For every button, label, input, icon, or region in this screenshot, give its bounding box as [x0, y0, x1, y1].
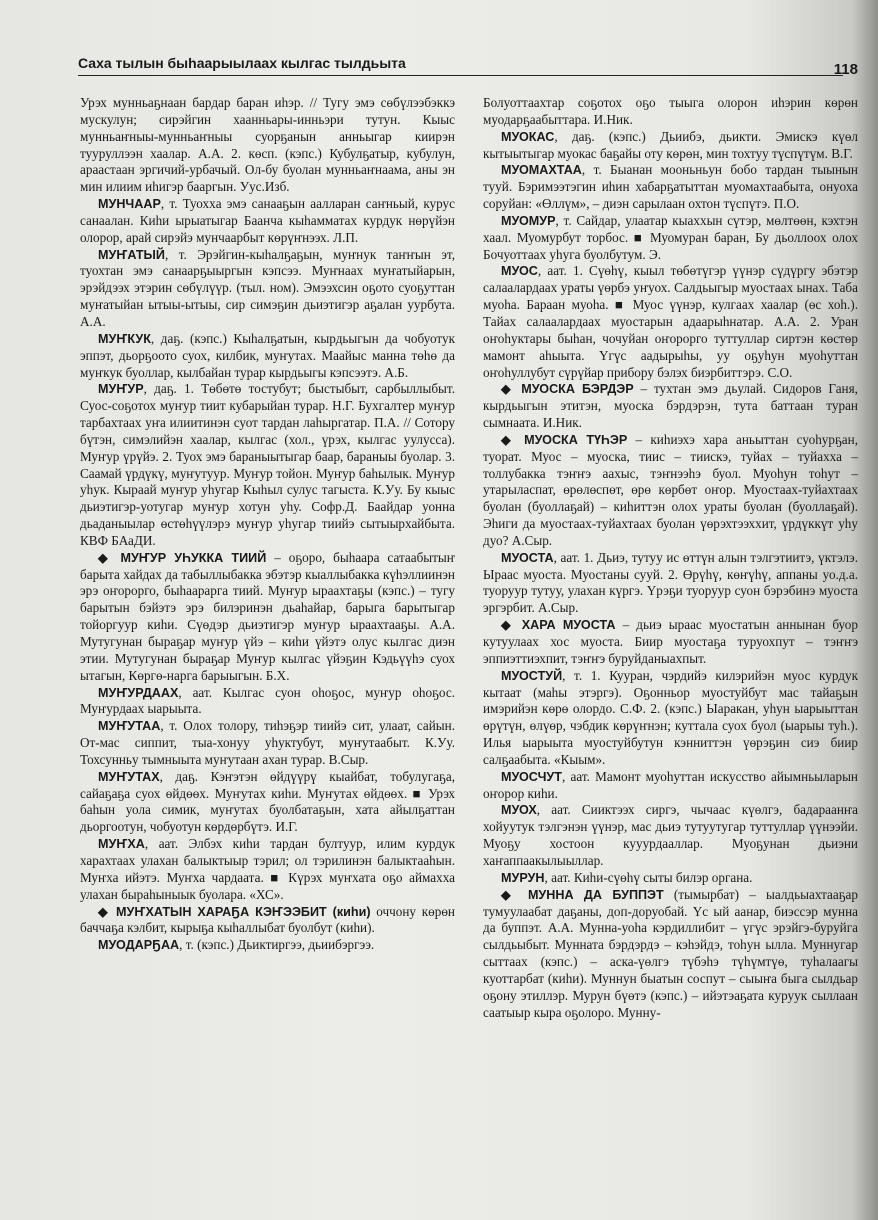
entry-headword: ◆ МУОСКА БЭРДЭР — [501, 382, 634, 397]
entry-paragraph — [483, 617, 858, 668]
entry-paragraph — [80, 836, 455, 903]
entry-paragraph — [483, 213, 858, 264]
entry-text: , т. 1. Кууран, чэрдийэ килэрийэн муос курдук кытаат (маһы этэргэ). Оҕонньор муостуйбут мас тайаҕын имэрийэн көрө олордо. С.Ф. 2. (кэпс.) Ыаракан, уһун ыарыыттан өрүтүн, өлүөр, чэбдик көрүҥнэн; куттала суох буол (ыарыы туһ.). Илья ыарыыта муостуйбутун кэнниттэн үөрэҕин сиэ биир салҕаабыта. «Кыым». — [483, 667, 858, 767]
entry-headword: МУҤХА — [98, 837, 145, 852]
entry-paragraph — [80, 331, 455, 382]
entry-paragraph — [483, 129, 858, 163]
entry-headword: МУҤУТАХ — [98, 769, 160, 784]
entry-paragraph — [80, 904, 455, 938]
entry-text: , т. Эрэйгин-кыһалҕаҕын, муҥнук таҥҥын эт, туохтан эмэ санаарҕыыргын кэпсээ. Муҥнаах муҥатыйарын, эрэйдээх этэрин сөбүлүүр. (тыл. ном). Эмээхсин оҕото суоҕуттан муҥатыйан ытыы-ытыы, сир симэҕин дьиэтигэр аҕалан уурбута. А.А. — [80, 246, 455, 329]
running-header — [78, 55, 858, 77]
entry-paragraph — [483, 95, 858, 129]
entry-text: Болуоттаахтар соҕотох оҕо тыыга олорон иһэрин көрөн муодарҕаабыттара. И.Ник. — [483, 95, 858, 127]
entry-text: , даҕ. 1. Төбөтө тостубут; быстыбыт, сарбыллыбыт. Суос-соҕотох муҥур тиит кубарыйан турар. Н.Г. Бухгалтер муҥур тарбахтаах уҥа илиитинэн суот тардан лаһыргатар. П.А. // Сотору бүтэн, симэлийэн хаалар, кылгас (хол., үрэх, кылгас уулусса). Муҥур үрүйэ. 2. Туох эмэ бараныытыгар баар, бараныы буолар. 3. Саамай үрдүкү, муҥутуур. Муҥур тойон. Муҥур баһылык. Муҥур уһук. Кыраай муҥур уһугар Кыһыл сулус тагыста. К.Уу. Бу кыыс дьиэтигэр-уотугар муҥур хотун уһу. Софр.Д. Баайдар уонна дьаданыылар өстөһүүлэрэ муҥур уһугар тиийэ сытыырхайбыта. КВФ БАаДИ. — [80, 381, 455, 548]
entry-paragraph — [80, 247, 455, 331]
entry-headword: ◆ МУННА ДА БУППЭТ — [501, 887, 664, 902]
entry-paragraph — [483, 668, 858, 769]
entry-text: Урэх мунньаҕнаан бардар баран иһэр. // Тугу эмэ сөбүлээбэккэ мускулун; сирэйгин хаанньары-инньэри тутун. Кыыс мунньаҥныы-мунньаҥныы суорҕанын анньыгар киирэн тууруллээн хаалар. А.А. 2. көсп. (кэпс.) Кубулҕатыр, кубулун, араастаан эргичий-урбачый. Ол-бу буолан мунньаҥнаама, аны эн мин илиим иһигэр бааргын. Уус.Изб. — [80, 95, 455, 195]
entry-paragraph — [80, 381, 455, 549]
entry-headword: МУҤУТАА — [98, 719, 161, 734]
entry-text: , т. Сайдар, улаатар кыаххын сүтэр, мөлтөөн, кэхтэн хаал. Муомурбут торбос. ■ Муомуран баран, Бу дьоллоох олох Бочуоттаах уһуга буолбутум. Э. — [483, 212, 858, 262]
entry-headword: МУРУН — [501, 870, 545, 885]
entry-text: , аат. Кылгас суон оһоҕос, муҥур оһоҕос. Муҥурдаах ыарыыта. — [80, 684, 455, 717]
entry-text: – оҕоро, быһаара сатаабытыҥ барыта хайдах да табыллыбакка эбэтэр кыаллыбакка күһэллиинэн эрэ оҥорорго, быһаарарга тиий. Муҥур ыраахтаҕы (кэпс.) – тугу барытын бэйэтэ эрэ билэринэн дьаһайар, барыга барытыгар тойоргуур киһи. Сүөдэр дьиэтигэр муҥур ыраахтааҕы. А.А. Мутугунан быраҕар муҥур үйэ – киһи үйэтэ олус кылгас диэн этии. Мутугунан быраҕар Муҥур кылгас үйэҕин Кэдьүүһэ суох ытагын, Көргө-нарга барыыгын. Б.Х. — [80, 549, 455, 683]
entry-text: (тымырбат) – ыалдьыахтааҕар тумуулаабат даҕаны, доп-доруобай. Үс ый аанар, биэссэр мунна да буппэт. А.А. Мунна-уоһа кэрдиллибит – үгүс эрэйгэ-буруйга сылдьыбыт. Мунната бэрдэрдэ – кэһэйдэ, тоһун ылла. Муннугар сыттаах (кэпс.) – аска-үөлгэ түбэһэ түһүмтүө, туһалаагы куоттарбат (киһи). Муннун быатын соспут – сыыҥа быга сылдьар оҕону этиллэр. Мурун бүөтэ (кэпс.) – ийэтэаҕата куруук сыллаан саатыыр кыра оҕолоро. Мунну- — [483, 886, 858, 1020]
entry-paragraph — [80, 718, 455, 769]
entry-text: , аат. Сииктээх сиргэ, чычаас күөлгэ, бадараанҥа хойуутук тэлгэнэн үүнэр, мас дьиэ тутуутугар туттуллар үүнээйи. Муоҕу хостоон кууурдааллар. Муоҕунан дьиэни хаҥаппаакылыыллар. — [483, 802, 858, 868]
entry-headword: МУОХ — [501, 803, 537, 818]
entry-text: , аат. Мамонт муоһуттан искусство айымньыларын оҥорор киһи. — [483, 768, 858, 801]
entry-headword: МУОСТУЙ — [501, 668, 563, 683]
entry-paragraph — [483, 550, 858, 617]
page-number: 118 — [833, 61, 858, 78]
entry-text: , т. (кэпс.) Дьиктиргээ, дьиибэргээ. — [179, 937, 375, 953]
entry-text: , даҕ. (кэпс.) Кыһалҕатын, кырдьыгын да чобуотук эппэт, дьорҕоото суох, килбик, муҥутах. Маайыс манна төһө да муҥкук буоллар, кылбайан турар кырдьыгы кэпсээтэ. А.Б. — [80, 330, 455, 380]
entry-text: , аат. Киһи-сүөһү сыты билэр органа. — [544, 869, 753, 885]
entry-text: оччону көрөн баччаҕа кэлбит, кырыҕа кыһаллыбат буолбут (киһи). — [80, 903, 455, 936]
entry-paragraph — [483, 887, 858, 1022]
entry-headword: ◆ МУОСКА ТҮҺЭР — [501, 432, 628, 447]
entry-text: , т. Олох толору, тиһэҕэр тиийэ сит, улаат, сайын. От-мас сиппит, тыа-хонуу уһуктубут, муҥутаабыт. К.Уу. Тохсунньу тымныыта муҥутаан ахан турар. В.Сыр. — [80, 718, 455, 767]
entry-paragraph — [483, 162, 858, 213]
entry-headword: МУҤУР — [98, 382, 144, 397]
entry-headword: МУОСЧУТ — [501, 769, 562, 784]
header-rule — [78, 75, 843, 76]
entry-text: , даҕ. (кэпс.) Дьиибэ, дьикти. Эмискэ күөл кытыытыгар муокас баҕайы оту көрөн, мин тохтуу түспүтүм. В.Г. — [483, 128, 858, 161]
entry-text: , т. Туоххa эмэ санааҕын аалларан саҥньый, курус санаалан. Киһи ырыатыгар Баанча кыһамматах курдук нөрүйэн олорор, арай сирэйэ мунчаарбыт көрүҥнээх. Л.П. — [80, 196, 455, 245]
entry-headword: МУОС — [501, 264, 538, 279]
entry-headword: МУОДАРҔАА — [98, 938, 180, 953]
entry-paragraph — [483, 432, 858, 550]
entry-text: , т. Быанан мооньньун бобо тардан тыынын тууй. Бэримээтэгин иһин хабарҕатыттан муомахтаабыта, онуоха соруйан: «Өллүм», – диэн сарылаан охтон түспүтэ. П.О. — [483, 162, 858, 212]
entry-headword: ◆ МУҤХАТЫН ХАРАҔА КЭҤЭЭБИТ (киһи) — [98, 904, 371, 919]
right-column — [483, 95, 858, 1021]
entry-paragraph — [80, 550, 455, 685]
entry-paragraph — [483, 802, 858, 869]
entry-paragraph — [80, 937, 455, 954]
entry-text: – киһиэхэ хара аньыттан суоһурҕан, туорат. Муос – муоска, тииc – тииcкэ, туйах – туйахха – толлубакка тэҥҥэ аахыс, тэҥнээһэ буол. Муоһун тоһут – утарыласпат, өрөлөспөт, өрө көрбөт оҥор. Муостаах-туйахтаах буолан (буоллаҕай) – киһиттэн олох ураты буолан (буоллаҕай). Эһиги да муостаах-туйахтаах буолан үөрэхтээххит, үрдүккүт уһу дуо? А.Сыр. — [483, 431, 858, 548]
entry-headword: ◆ МУҤУР УҺУККА ТИИЙ — [98, 550, 267, 565]
entry-text: – дьиэ ыраас муостатын аннынан буор кутуулаах хос муоста. Биир муостаҕа туруохпут – тэҥҥэ эппиэттиэхпит, тэҥҥэ буруйданыахпыт. — [483, 617, 858, 666]
running-title: Саха тылын быһаарыылаах кылгас тылдьыта — [78, 55, 406, 71]
entry-headword: МУҤАТЫЙ — [98, 247, 165, 262]
entry-headword: МУОКАС — [501, 129, 555, 144]
left-column — [80, 95, 455, 954]
entry-text: , даҕ. Кэҥэтэн өйдүүрү кыайбат, тобулугаҕа, сайаҕаҕа суох өйдөөх. Муҥутах киһи. Муҥутах өйдөөх. ■ Урэх баһын уола симик, муҥутах буолбатаҕын, хата айылҕаттан дьоргоотун, чобуотун көрдөрбүтэ. И.Г. — [80, 768, 455, 835]
entry-text: , аат. 1. Сүөһү, кыыл төбөтүгэр үүнэр сүдүргу эбэтэр салаалардаах ураты үөрбэ уҥуох. Салдьыгыр муостаах ынах. Таба муоһа. Бараан муоһа. ■ Муос үүнэр, кулгаах хаалар (өс хоһ.). Тайах салаалардаах муостарын адаарыһнатар. А.А. 2. Уран оҥоһуктары быһан, чочуйан оҥорорго туттуллар сиртэн көстөр мамонт аһыыта. Үгүс аадырыһы, уу оҕуһун муоһуттан оҥоһуллубут сүрүйар прибору бэлэх биэрбиттэрэ. С.О. — [483, 263, 858, 380]
entry-paragraph — [483, 769, 858, 803]
entry-text: , аат. 1. Дьиэ, тутуу ис өттүн алын тэлгэтиитэ, үктэлэ. Ыраас муоста. Муостаны сууй. 2. Өрүһү, көҥүһү, аппаны уо.д.а. туоруур тутуу, улахан күргэ. Үрэҕи туоруур суон бэрэбинэ муоста эргэрбит. А.Сыр. — [483, 549, 858, 616]
entry-headword: МУОМАХТАА — [501, 163, 582, 178]
entry-headword: ◆ ХАРА МУОСТА — [501, 618, 616, 633]
entry-paragraph — [483, 381, 858, 432]
entry-headword: МУНЧААР — [98, 197, 161, 212]
entry-paragraph — [483, 263, 858, 381]
entry-headword: МУОМУР — [501, 213, 556, 228]
entry-paragraph — [80, 685, 455, 719]
entry-paragraph — [80, 769, 455, 836]
entry-text: , аат. Элбэх киһи тардан бултуур, илим курдук харахтаах улахан балыктыыр тэрил; ол тэрилинэн балыктааһын. Муҥха ийэтэ. Муҥха чардаата. ■ Күрэх муҥхата оҕо аймахха улахан быраһыныык буолара. «ХС». — [80, 836, 455, 902]
entry-headword: МУҤКУК — [98, 331, 151, 346]
entry-headword: МУОСТА — [501, 550, 554, 565]
entry-paragraph — [483, 870, 858, 887]
entry-text: – тухтан эмэ дьулай. Сидоров Ганя, кырдьыгын этитэн, муоска бэрдэрэн, тута баттаан туран сымнаата. И.Ник. — [483, 381, 858, 431]
entry-paragraph — [80, 196, 455, 247]
entry-headword: МУҤУРДААХ — [98, 685, 179, 700]
entry-paragraph — [80, 95, 455, 196]
